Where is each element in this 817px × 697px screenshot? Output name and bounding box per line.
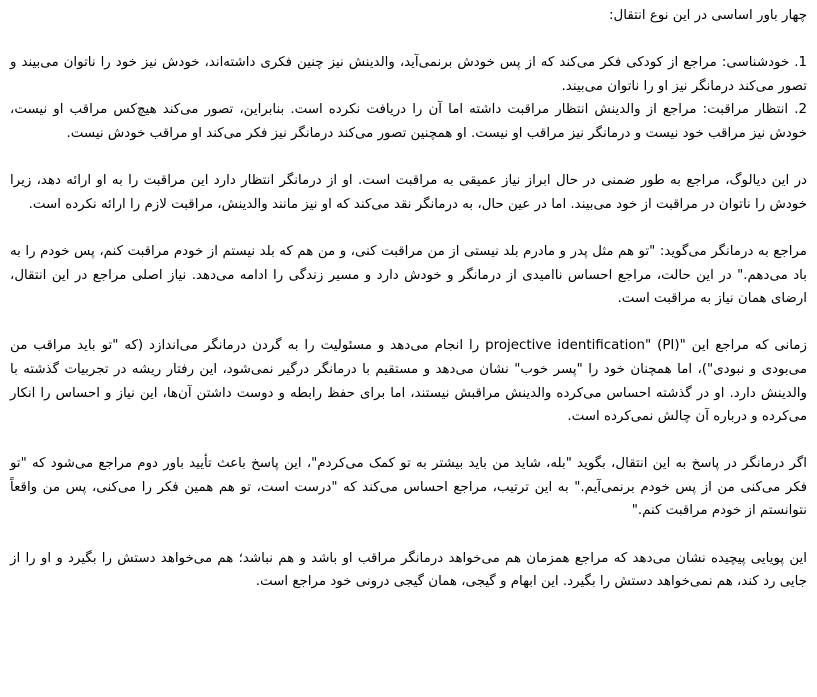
paragraph-dynamics: این پویایی پیچیده نشان می‌دهد که مراجع همزمان هم می‌خواهد درمانگر مراقب او باشد و هم نباشد؛ هم می‌خواهد دستش را بگیرد و او را از جایی رد کند، هم نمی‌خواهد دستش را بگیرد. این ابهام و گیجی، همان گیجی درونی خود مراجع است. xyxy=(10,550,807,590)
belief-item-2: 2. انتظار مراقبت: مراجع از والدینش انتظار مراقبت داشته اما آن را دریافت نکرده است. بنابراین، تصور می‌کند هیچ‌کس مراقب او نیست، خودش نیز مراقب خود نیست و درمانگر نیز مراقب او نیست. او همچنین تصور می‌کند درمانگر نیز فکر می‌کند او مراقب خودش نیست. xyxy=(10,102,807,141)
spacer xyxy=(10,523,807,547)
spacer xyxy=(10,311,807,335)
spacer xyxy=(10,146,807,170)
belief-item-1: 1. خودشناسی: مراجع از کودکی فکر می‌کند که از پس خودش برنمی‌آید، والدینش نیز چنین فکری داشته‌اند، خودش نیز خود را ناتوان می‌بیند و تصور می‌کند درمانگر نیز او را ناتوان می‌بیند. xyxy=(10,55,807,94)
spacer xyxy=(10,28,807,52)
paragraph-dialogue: در این دیالوگ، مراجع به طور ضمنی در حال ابراز نیاز عمیقی به مراقبت است. او از درمانگر انتظار دارد این مراقبت را به او ارائه دهد، زیرا خودش را ناتوان در مراقبت از خود می‌بیند. اما در عین حال، به درمانگر نقد می‌کند که او نیز مانند والدینش، مراقبت لازم را ارائه نکرده است. xyxy=(10,173,807,212)
spacer xyxy=(10,216,807,240)
heading-line: چهار باور اساسی در این نوع انتقال: xyxy=(609,8,807,23)
paragraph-therapist-response: اگر درمانگر در پاسخ به این انتقال، بگوید "بله، شاید من باید بیشتر به تو کمک می‌کردم"، این پاسخ باعث تأیید باور دوم مراجع می‌شود که "تو فکر می‌کنی من از پس خودم برنمی‌آیم." به این ترتیب، مراجع احساس می‌کند که "درست است، تو هم همین فکر را می‌کنی، پس من واقعاً نتوانستم از خودم مراقبت کنم." xyxy=(10,456,807,519)
spacer xyxy=(10,429,807,453)
paragraph-client-quote: مراجع به درمانگر می‌گوید: "تو هم مثل پدر و مادرم بلد نیستی از من مراقبت کنی، و من هم که بلد نیستم از خودم مراقبت کنم، پس خودم را به باد می‌دهم." در این حالت، مراجع احساس ناامیدی از درمانگر و خودش دارد و مسیر زندگی را ادامه می‌دهد. نیاز اصلی مراجع در این انتقال، ارضای همان نیاز به مراقبت است. xyxy=(10,243,807,307)
paragraph-projective-identification: زمانی که مراجع این "projective identification" (PI) را انجام می‌دهد و مسئولیت را به گردن درمانگر می‌اندازد (که "تو باید مراقب من می‌بودی و نبودی")، اما همچنان خود را "پسر خوب" نشان می‌دهد و مستقیم با درمانگر درگیر نمی‌شود، این رفتار ریشه در تجربیات گذشته با والدینش دارد. او در گذشته احساس می‌کرده والدینش مراقبش نیستند، اما برای حفظ رابطه و دوست داشتن آن‌ها، این نیاز و احساس را انکار می‌کرده و درباره آن چالش نمی‌کرده است. xyxy=(10,338,807,425)
